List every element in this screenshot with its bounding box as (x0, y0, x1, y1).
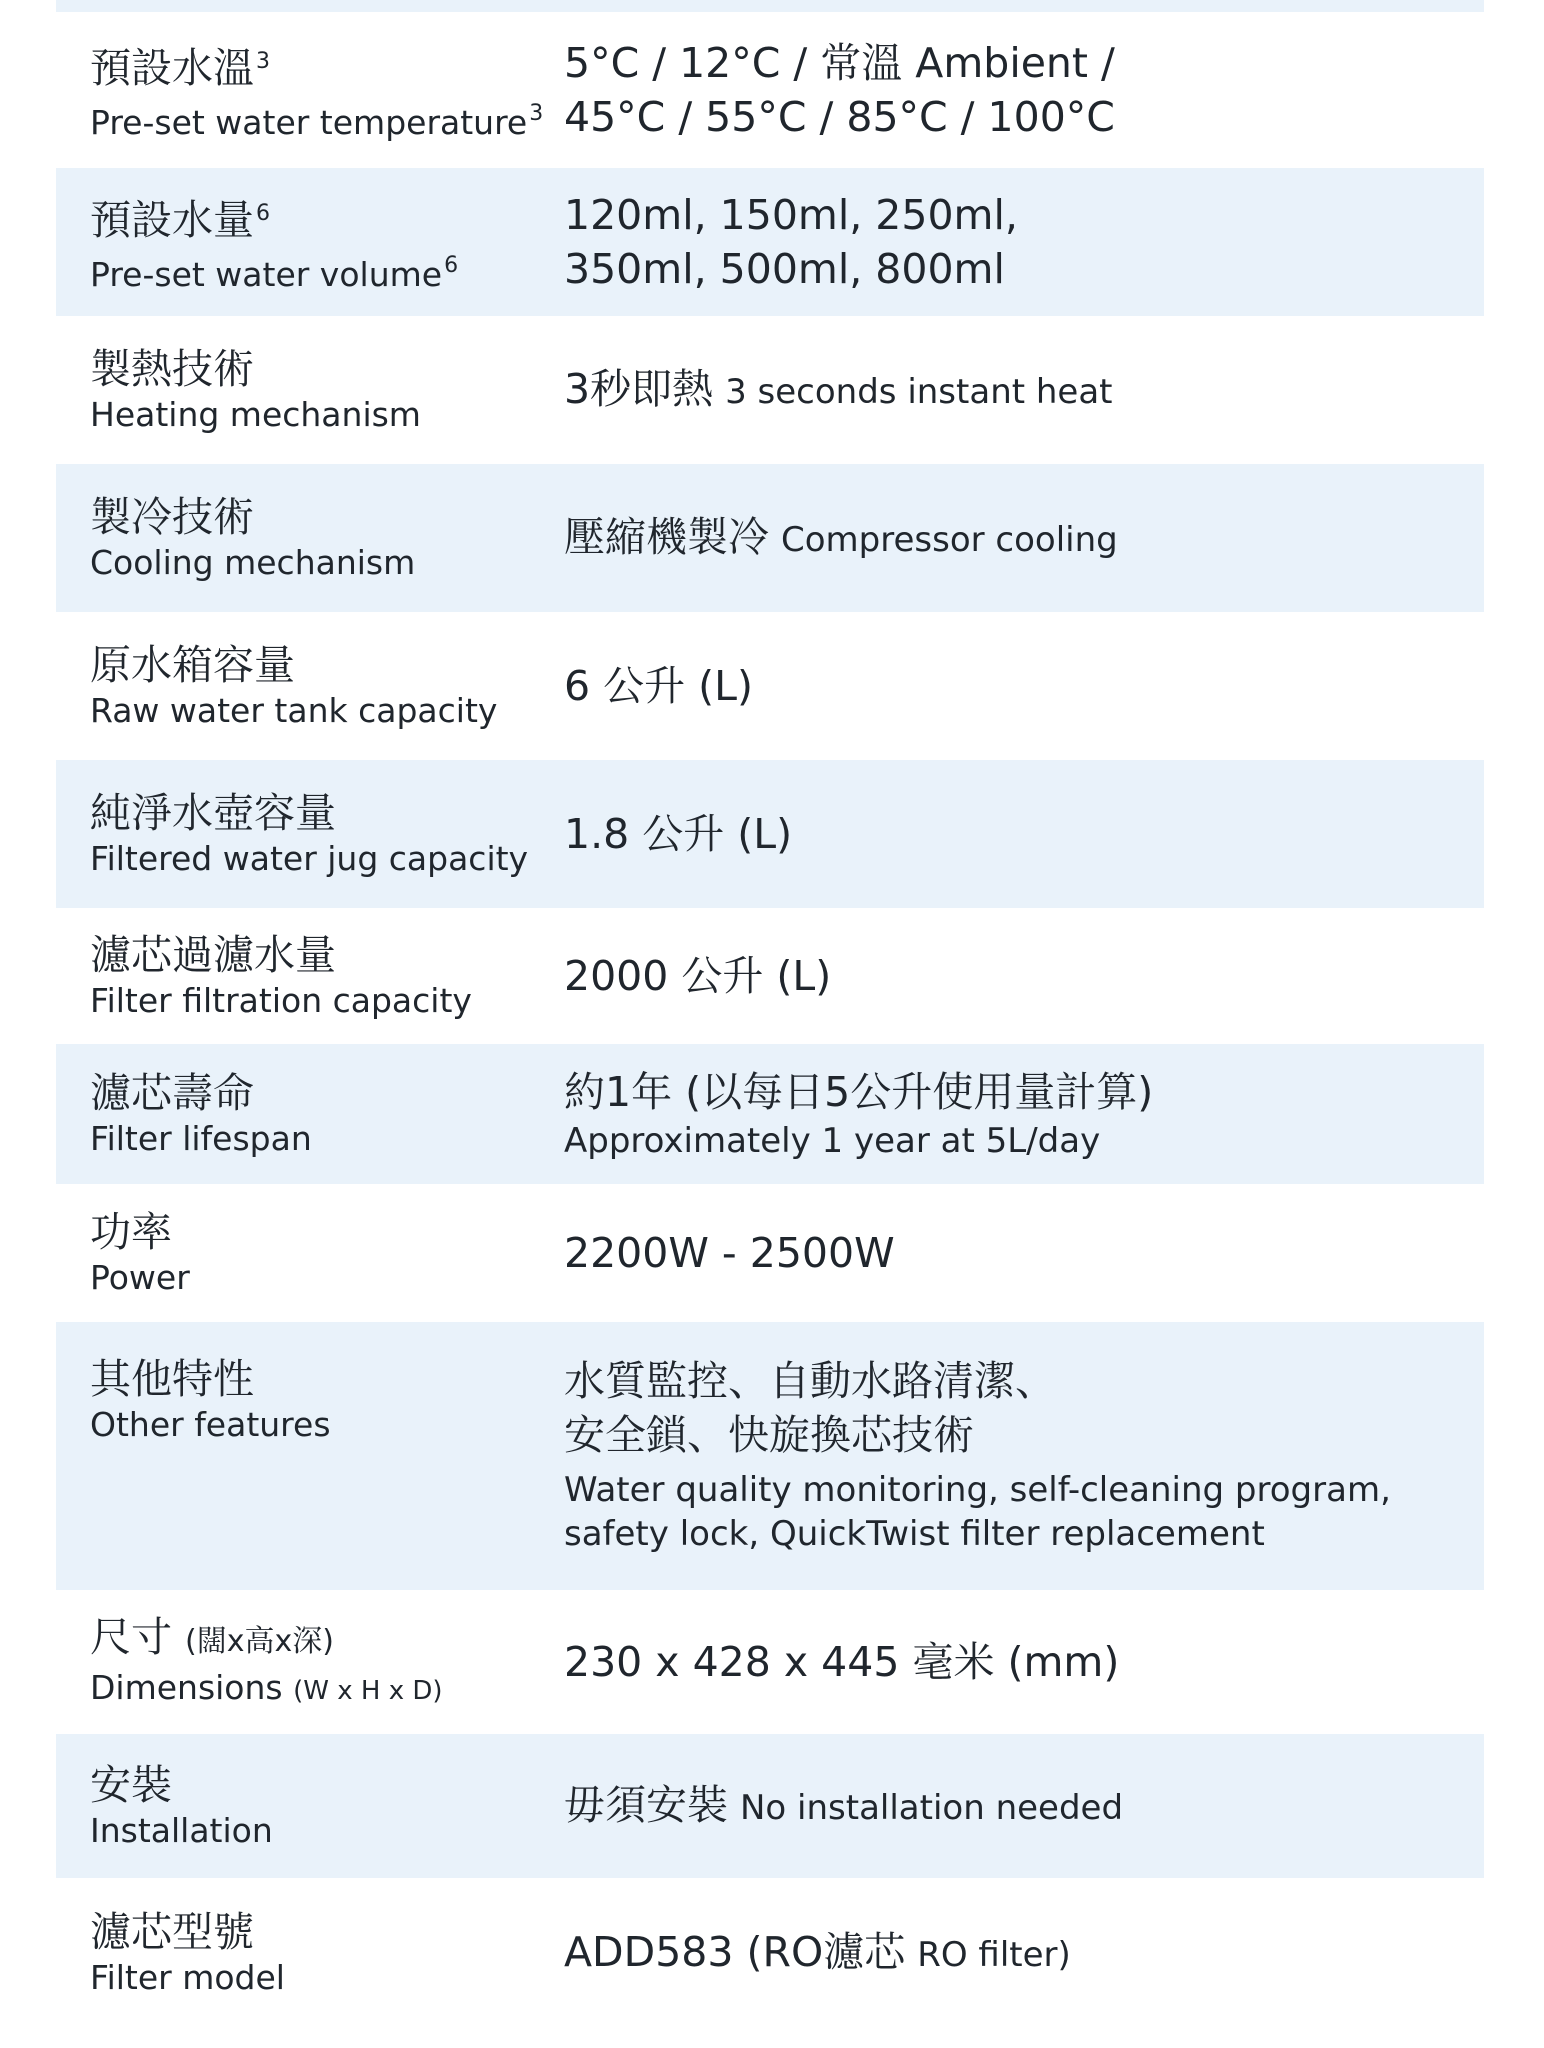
value-en-line: safety lock, QuickTwist filter replacement (564, 1514, 1265, 1554)
value-line: 45°C / 55°C / 85°C / 100°C (564, 93, 1115, 141)
value-line: 安全鎖、快旋換芯技術 (564, 1411, 974, 1459)
spec-value (564, 1925, 1484, 1982)
value-en: Approximately 1 year at 5L/day (564, 1121, 1101, 1161)
spec-value (564, 949, 1484, 1003)
spec-value (564, 1226, 1484, 1280)
footnote-mark: 3 (529, 100, 544, 126)
value-note: No installation needed (740, 1787, 1124, 1828)
spec-label (56, 344, 564, 436)
label-zh-note: (闊x高x深) (185, 1624, 334, 1659)
spec-row-other-features (56, 1322, 1484, 1590)
spec-value (564, 510, 1484, 567)
spec-label (56, 189, 564, 296)
spec-row-raw-tank (56, 612, 1484, 760)
label-en: Pre-set water volume (90, 254, 443, 294)
spec-row-water-volume (56, 168, 1484, 316)
spec-row-filter-lifespan (56, 1044, 1484, 1184)
spec-label (56, 930, 564, 1022)
label-zh: 原水箱容量 (90, 641, 295, 689)
label-en: Pre-set water temperature (90, 102, 528, 142)
label-en: Other features (90, 1405, 331, 1444)
value-main: 3秒即熱 (564, 364, 714, 413)
spec-label (56, 1760, 564, 1852)
label-zh: 濾芯壽命 (90, 1069, 254, 1117)
label-zh: 製熱技術 (90, 345, 254, 393)
label-en: Installation (90, 1811, 273, 1850)
value-line: 約1年 (以每日5公升使用量計算) (564, 1068, 1154, 1116)
top-strip (56, 0, 1484, 12)
spec-value (564, 36, 1484, 144)
spec-row-dimensions (56, 1590, 1484, 1734)
value-note: Compressor cooling (781, 519, 1118, 560)
value-main: 1.8 公升 (L) (564, 810, 793, 858)
spec-value (564, 1354, 1484, 1556)
value-en-line: Water quality monitoring, self-cleaning program, (564, 1470, 1391, 1510)
value-main: 6 公升 (L) (564, 662, 753, 710)
label-zh: 濾芯型號 (90, 1908, 254, 1956)
spec-label (56, 1068, 564, 1160)
label-en: Filtered water jug capacity (90, 839, 529, 878)
spec-row-filtration-capacity (56, 908, 1484, 1044)
spec-table (56, 0, 1484, 2028)
spec-row-water-temperature (56, 12, 1484, 168)
spec-row-installation (56, 1734, 1484, 1878)
label-zh: 製冷技術 (90, 493, 254, 541)
spec-label (56, 1907, 564, 1999)
spec-value (564, 807, 1484, 861)
spec-label (56, 492, 564, 584)
spec-label (56, 1207, 564, 1299)
value-line: 水質監控、自動水路清潔、 (564, 1357, 1056, 1405)
value-main: 230 x 428 x 445 毫米 (mm) (564, 1638, 1120, 1686)
spec-label (56, 640, 564, 732)
value-line: 120ml, 150ml, 250ml, (564, 191, 1018, 239)
spec-value (564, 1635, 1484, 1689)
spec-label (56, 1354, 564, 1446)
spec-row-jug (56, 760, 1484, 908)
label-en-note: (W x H x D) (293, 1676, 443, 1706)
label-en: Filter lifespan (90, 1119, 312, 1158)
label-zh: 功率 (90, 1208, 172, 1256)
spec-label (56, 1612, 564, 1712)
label-zh: 預設水溫 (90, 43, 254, 92)
label-en: Heating mechanism (90, 395, 421, 434)
label-en: Power (90, 1258, 190, 1297)
label-zh: 尺寸 (90, 1613, 172, 1661)
footnote-mark: 6 (444, 252, 459, 278)
spec-row-cooling (56, 464, 1484, 612)
spec-value (564, 362, 1484, 419)
spec-value (564, 659, 1484, 713)
label-zh: 預設水量 (90, 195, 254, 244)
label-en: Filter model (90, 1958, 285, 1997)
label-en: Dimensions (90, 1668, 283, 1707)
spec-label (56, 37, 564, 144)
value-note: 3 seconds instant heat (725, 371, 1113, 412)
spec-value (564, 188, 1484, 296)
label-zh: 濾芯過濾水量 (90, 931, 336, 979)
label-en: Filter filtration capacity (90, 981, 472, 1020)
spec-row-heating (56, 316, 1484, 464)
spec-label (56, 788, 564, 880)
spec-value (564, 1065, 1484, 1163)
label-zh: 安裝 (90, 1761, 172, 1809)
value-main: ADD583 (RO濾芯 (564, 1927, 906, 1976)
spec-value (564, 1778, 1484, 1835)
label-zh: 純淨水壺容量 (90, 789, 336, 837)
label-en: Cooling mechanism (90, 543, 416, 582)
label-zh: 其他特性 (90, 1355, 254, 1403)
value-line: 5°C / 12°C / 常溫 Ambient / (564, 39, 1115, 87)
label-en: Raw water tank capacity (90, 691, 498, 730)
value-note: RO filter) (917, 1934, 1071, 1975)
value-line: 350ml, 500ml, 800ml (564, 245, 1005, 293)
value-main: 壓縮機製冷 (564, 512, 769, 561)
spec-row-power (56, 1184, 1484, 1322)
footnote-mark: 3 (256, 48, 270, 74)
value-main: 2000 公升 (L) (564, 952, 832, 1000)
value-main: 毋須安裝 (564, 1780, 728, 1829)
spec-row-filter-model (56, 1878, 1484, 2028)
value-main: 2200W - 2500W (564, 1229, 895, 1277)
footnote-mark: 6 (256, 200, 270, 226)
